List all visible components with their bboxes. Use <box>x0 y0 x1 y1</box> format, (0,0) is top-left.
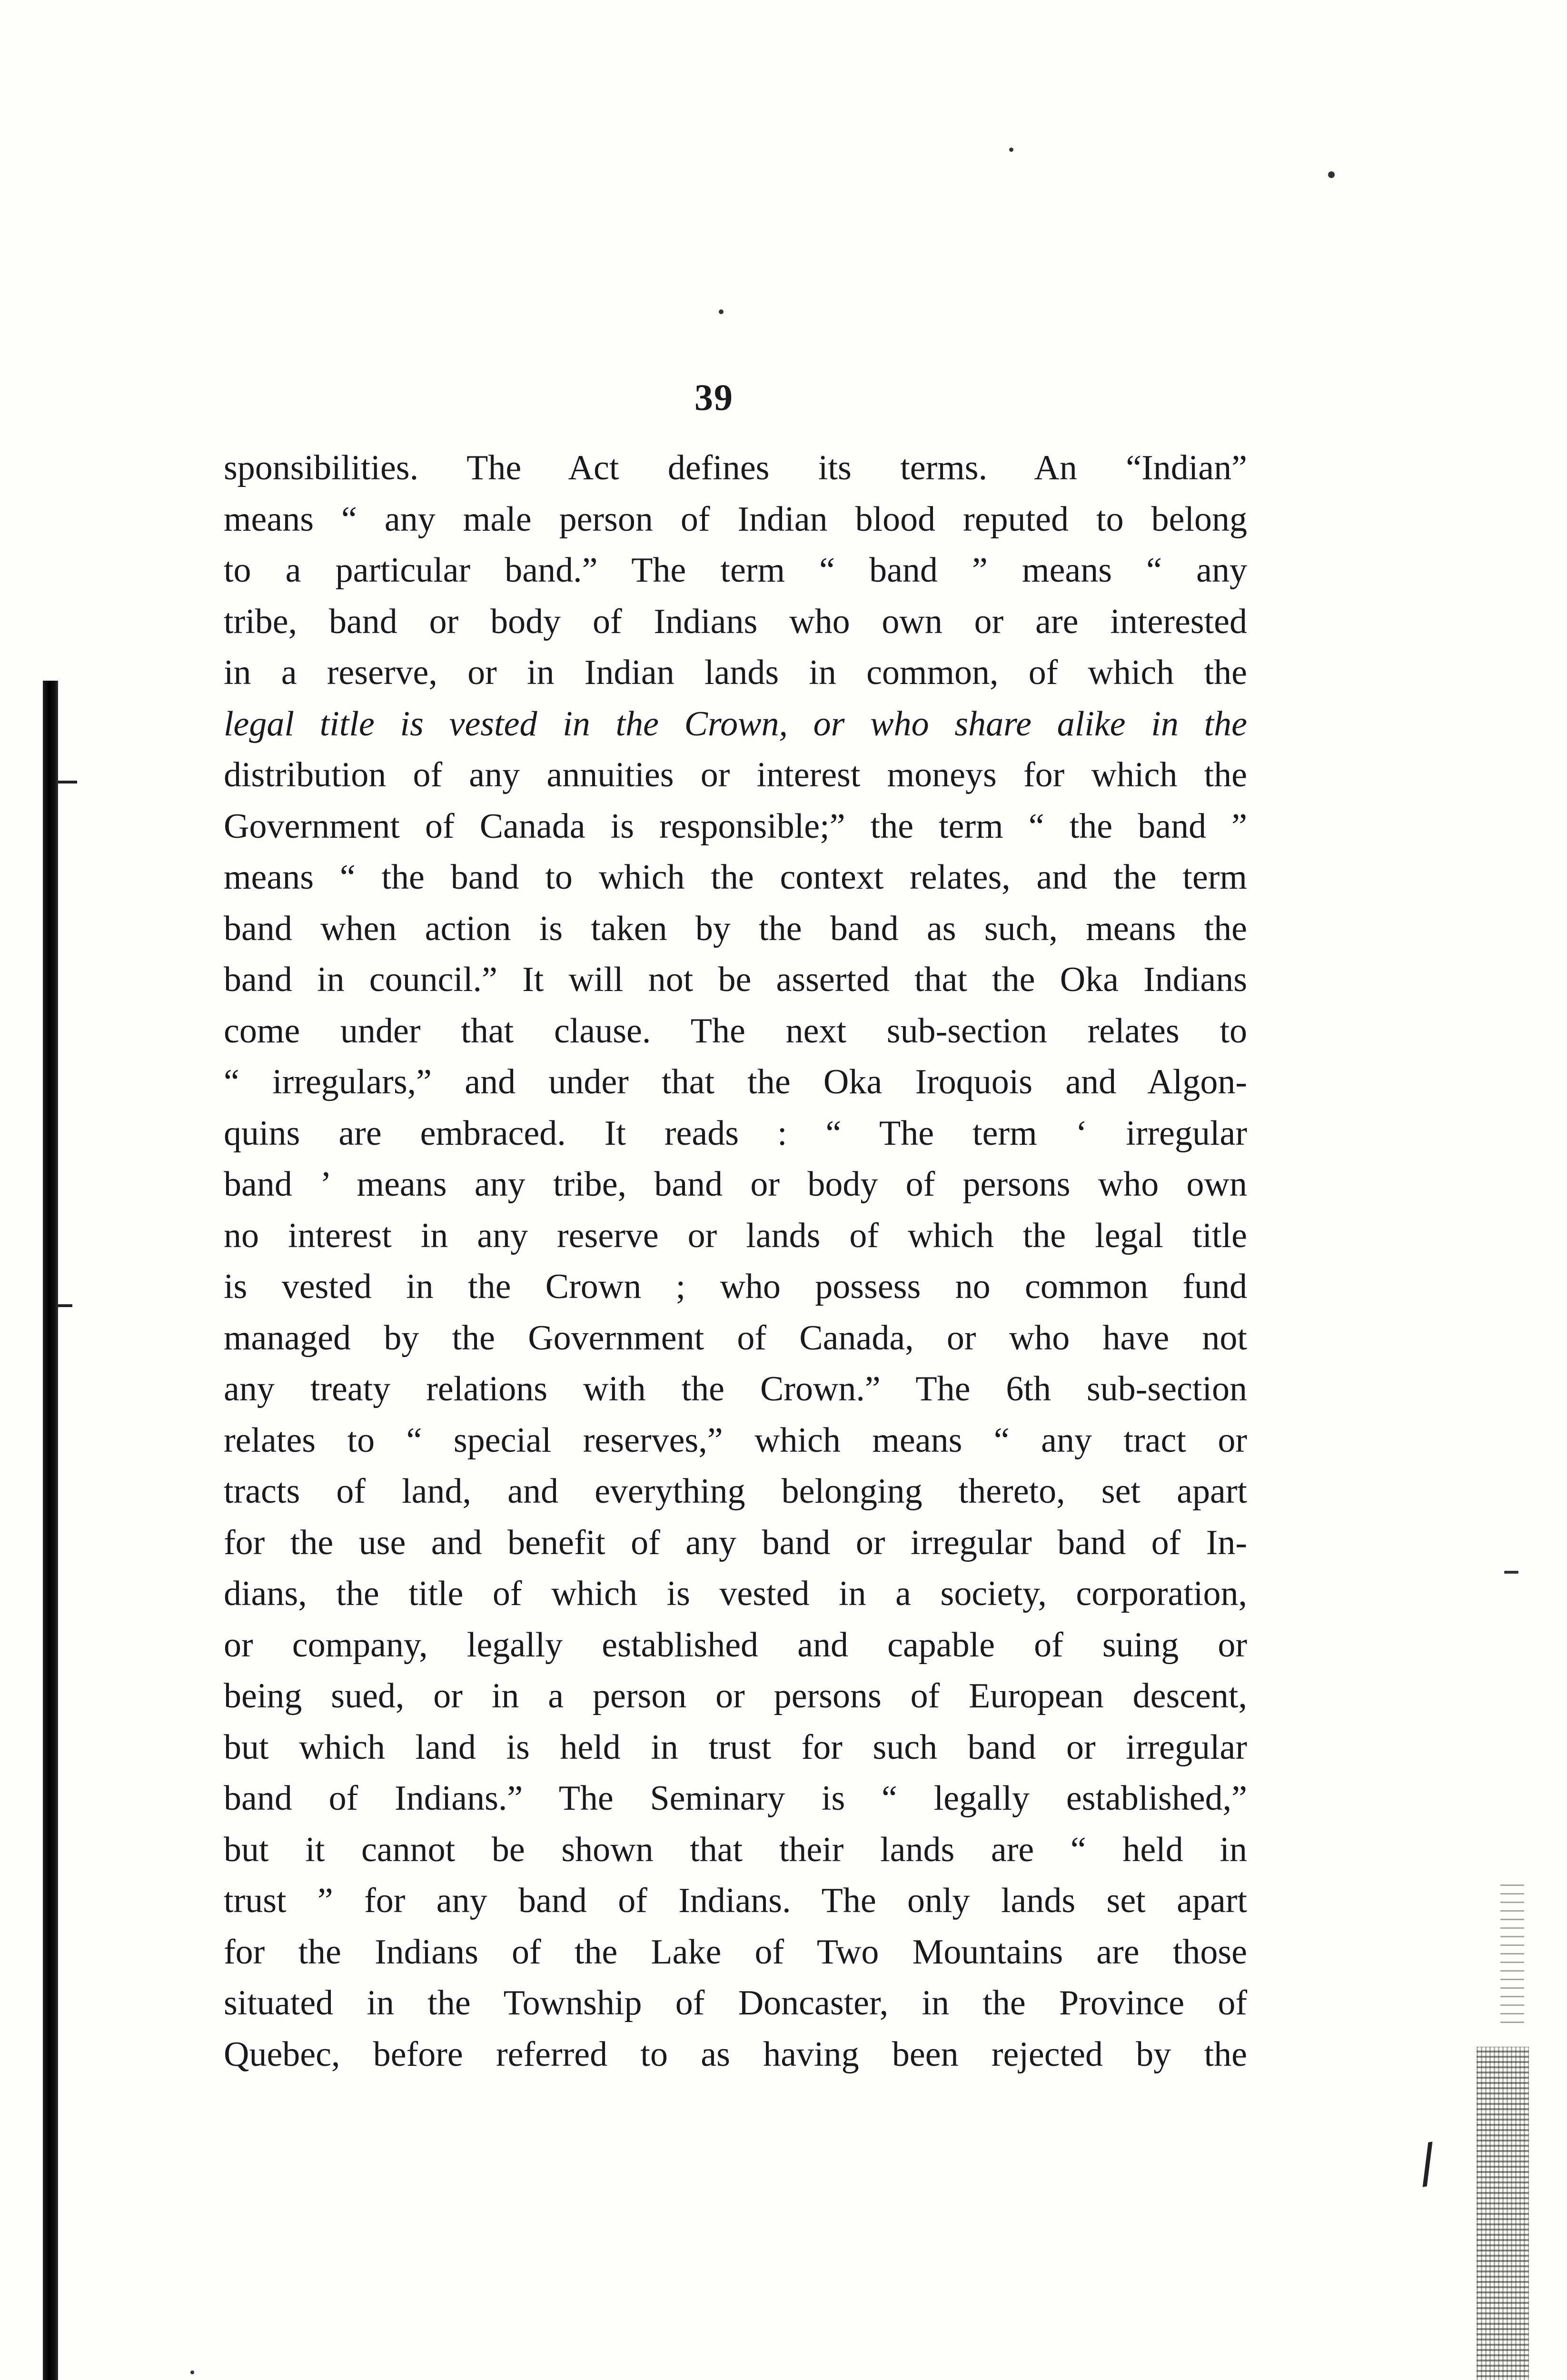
text-line: relates to “ special reserves,” which means “ any tract or <box>224 1420 1247 1460</box>
text-line: any treaty relations with the Crown.” The 6th sub-section <box>224 1369 1247 1408</box>
dust-speck <box>1504 1571 1518 1574</box>
text-line: distribution of any annuities or interest moneys for which the <box>224 755 1247 794</box>
text-line: no interest in any reserve or lands of which the legal title <box>224 1216 1247 1255</box>
dust-speck <box>719 309 724 314</box>
text-line: quins are embraced. It reads : “ The term ‘ irregular <box>224 1113 1247 1153</box>
text-line: in a reserve, or in Indian lands in common, of which the <box>224 653 1247 692</box>
text-line: tribe, band or body of Indians who own or are interested <box>224 602 1247 641</box>
text-line: to a particular band.” The term “ band ” means “ any <box>224 551 1247 590</box>
text-line: means “ the band to which the context relates, and the term <box>224 858 1247 897</box>
text-line: situated in the Township of Doncaster, in the Province of <box>224 1983 1247 2023</box>
page-number: 39 <box>694 377 734 418</box>
dust-speck <box>1009 148 1013 152</box>
text-line: means “ any male person of Indian blood reputed to belong <box>224 499 1247 539</box>
scan-edge-artifact <box>1500 1880 1524 2023</box>
dust-speck <box>190 2370 194 2374</box>
pencil-mark: / <box>1413 2131 1441 2195</box>
text-line: band ’ means any tribe, band or body of persons who own <box>224 1165 1247 1204</box>
text-line: come under that clause. The next sub-section relates to <box>224 1011 1247 1051</box>
scan-edge-artifact <box>1477 2047 1529 2380</box>
text-line: Quebec, before referred to as having been rejected by the <box>224 2034 1247 2074</box>
text-line: or company, legally established and capable of suing or <box>224 1625 1247 1665</box>
text-line: legal title is vested in the Crown, or who share alike in the <box>224 704 1247 744</box>
text-line: but it cannot be shown that their lands are “ held in <box>224 1830 1247 1869</box>
text-line: is vested in the Crown ; who possess no common fund <box>224 1267 1247 1306</box>
text-line: being sued, or in a person or persons of European descent, <box>224 1676 1247 1716</box>
text-line: for the use and benefit of any band or irregular band of In- <box>224 1523 1247 1562</box>
binding-tick <box>58 781 77 783</box>
binding-tick <box>58 1304 72 1307</box>
dust-speck <box>1328 171 1335 178</box>
text-line: “ irregulars,” and under that the Oka Iroquois and Algon- <box>224 1062 1247 1101</box>
text-line: dians, the title of which is vested in a society, corporation, <box>224 1574 1247 1613</box>
text-line: trust ” for any band of Indians. The only lands set apart <box>224 1881 1247 1920</box>
text-line: band in council.” It will not be asserted that the Oka Indians <box>224 960 1247 999</box>
text-line: band when action is taken by the band as such, means the <box>224 909 1247 948</box>
text-line: for the Indians of the Lake of Two Mountains are those <box>224 1932 1247 1972</box>
body-text <box>224 443 1247 2080</box>
text-line: but which land is held in trust for such band or irregular <box>224 1727 1247 1767</box>
text-line: sponsibilities. The Act defines its terms. An “Indian” <box>224 448 1247 487</box>
text-line: tracts of land, and everything belonging thereto, set apart <box>224 1472 1247 1511</box>
text-line: managed by the Government of Canada, or who have not <box>224 1318 1247 1358</box>
binding-shadow <box>43 681 58 2380</box>
text-line: Government of Canada is responsible;” the term “ the band ” <box>224 806 1247 846</box>
text-line: band of Indians.” The Seminary is “ legally established,” <box>224 1779 1247 1818</box>
